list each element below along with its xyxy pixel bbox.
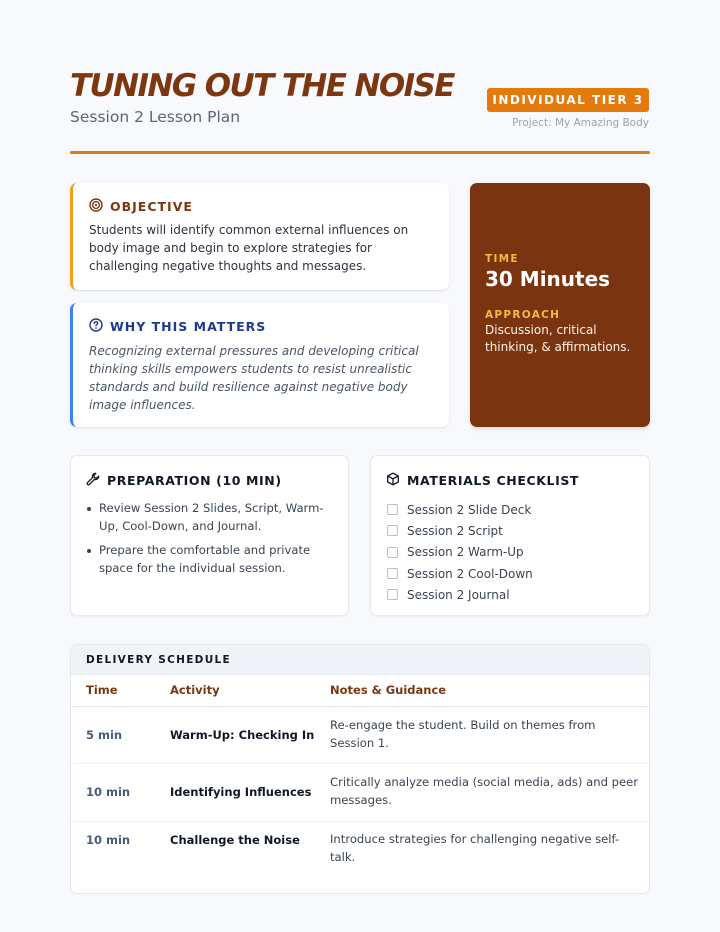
session-stats-panel: [470, 183, 650, 427]
preparation-list: [99, 500, 336, 584]
page-title: TUNING OUT THE NOISE: [70, 68, 454, 104]
materials-heading: MATERIALS CHECKLIST: [407, 473, 580, 488]
materials-heading-row: [386, 472, 579, 489]
checklist-label: Session 2 Journal: [407, 587, 510, 602]
column-header-notes: Notes & Guidance: [330, 683, 447, 697]
preparation-card: [70, 455, 349, 616]
checklist-item[interactable]: [387, 499, 533, 520]
list-item: Prepare the comfortable and private space for the individual session.: [99, 542, 336, 577]
schedule-heading: DELIVERY SCHEDULE: [71, 645, 649, 675]
question-circle-icon: [89, 318, 103, 335]
row-activity: Challenge the Noise: [170, 833, 300, 847]
delivery-schedule-table: [70, 644, 650, 894]
tier-badge: INDIVIDUAL TIER 3: [487, 88, 649, 112]
approach-label: APPROACH: [485, 309, 561, 321]
row-notes: Critically analyze media (social media, ads) and peer messages.: [330, 775, 639, 807]
table-row: [71, 822, 649, 862]
project-label: Project: My Amazing Body: [512, 117, 649, 129]
row-notes: Re-engage the student. Build on themes from Session 1.: [330, 718, 596, 750]
objective-heading-row: [89, 198, 193, 215]
checkbox[interactable]: [387, 589, 398, 600]
checklist-item[interactable]: [387, 584, 533, 605]
checklist-label: Session 2 Cool-Down: [407, 566, 533, 581]
time-value: 30 Minutes: [485, 267, 611, 291]
checkbox[interactable]: [387, 504, 398, 515]
target-icon: [89, 198, 103, 215]
box-icon: [386, 472, 400, 489]
materials-checklist: [387, 499, 533, 605]
why-text: Recognizing external pressures and developing critical thinking skills empowers students to resist unrealistic standards and build resilience against negative body image influences.: [89, 344, 419, 412]
table-row: [71, 764, 649, 822]
why-heading: WHY THIS MATTERS: [110, 319, 267, 334]
row-time: 5 min: [86, 728, 123, 742]
objective-heading: OBJECTIVE: [110, 199, 193, 214]
objective-text: Students will identify common external influences on body image and begin to explore strategies for challenging negative thoughts and messages.: [89, 223, 409, 273]
checkbox[interactable]: [387, 547, 398, 558]
checklist-item[interactable]: [387, 520, 533, 541]
checklist-label: Session 2 Slide Deck: [407, 502, 532, 517]
materials-card: [370, 455, 650, 616]
list-item: Review Session 2 Slides, Script, Warm-Up, Cool-Down, and Journal.: [99, 500, 336, 535]
row-time: 10 min: [86, 785, 131, 799]
checklist-item[interactable]: [387, 563, 533, 584]
checkbox[interactable]: [387, 525, 398, 536]
why-heading-row: [89, 318, 266, 335]
why-card: [70, 303, 449, 427]
page-subtitle: Session 2 Lesson Plan: [70, 108, 241, 126]
row-notes: Introduce strategies for challenging negative self-talk.: [330, 832, 620, 864]
row-activity: Warm-Up: Checking In: [170, 728, 315, 742]
checklist-item[interactable]: [387, 542, 533, 563]
table-row: [71, 707, 649, 764]
header-divider: [70, 151, 650, 154]
column-header-time: Time: [86, 683, 118, 697]
checkbox[interactable]: [387, 568, 398, 579]
row-time: 10 min: [86, 833, 131, 847]
checklist-label: Session 2 Script: [407, 523, 503, 538]
row-activity: Identifying Influences: [170, 785, 312, 799]
preparation-heading: PREPARATION (10 MIN): [107, 473, 282, 488]
column-header-activity: Activity: [170, 683, 220, 697]
time-label: TIME: [485, 253, 519, 265]
preparation-heading-row: [86, 472, 282, 489]
approach-value: Discussion, critical thinking, & affirmations.: [485, 323, 631, 354]
wrench-icon: [86, 472, 100, 489]
checklist-label: Session 2 Warm-Up: [407, 545, 524, 560]
objective-card: [70, 183, 449, 290]
